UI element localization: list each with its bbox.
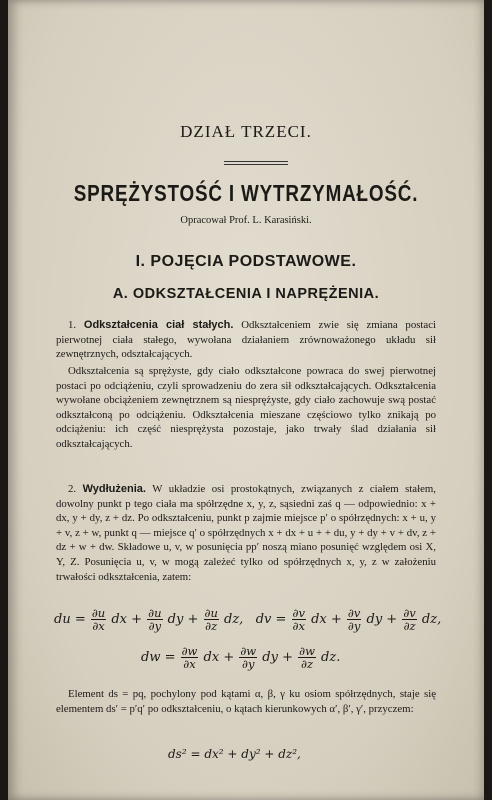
- paragraph-text: W układzie osi prostokątnych, związanych z ciałem stałem, dowolny punkt p tego ciała ma spółrzędne x, y, z, sąsiedni zaś q — odpowiednio: x + dx, y + dy, z + dz. Po odkształceniu, punkt p zajmie miejsce p′ o spółrzędnych: x + u, y + v, z + w, punkt q — miejsce q′ o spółrzędnych x + dx + u + + du, y + dy + v + dv, z + dz + w + dw. Składowe u, v, w posunięcia pp′ noszą miano posunięć względem osi X, Y, Z. Posunięcia u, v, w mogą zależeć tylko od spółrzędnych x, y, z w założeniu trwałości odkształcenia, zatem:: [56, 483, 436, 583]
- paragraph-4: [56, 687, 436, 716]
- paragraph-text: Element ds = pq, pochylony pod kątami α, β, γ ku osiom spółrzędnych, staje się elementem ds′ = p′q′ po odkształceniu, o kątach kierunkowych α′, β′, γ′, przyczem:: [56, 688, 436, 715]
- equation-dw: dw = $\frac{\partial w}{\partial x}$ dx + $\frac{\partial w}{\partial y}$ dy + $\frac{\partial w}{\partial z}$ dz.: [141, 644, 341, 671]
- paragraph-heading: Odkształcenia ciał stałych.: [83, 319, 234, 331]
- paragraph-2: [56, 364, 436, 452]
- paragraph-1: [56, 318, 436, 362]
- paragraph-number: 1.: [68, 319, 77, 331]
- divider: [224, 161, 288, 162]
- part-title: DZIAŁ TRZECI.: [180, 122, 312, 141]
- equation-du-dv: du = $\frac{\partial u}{\partial x}$ dx + $\frac{\partial u}{\partial y}$ dy + $\frac{\partial u}{\partial z}$ dz, dv = $\frac{\partial v}{\partial x}$ dx + $\frac{\partial v}{\partial y}$ dy + $\frac{\partial v}{\partial z}$ dz,: [54, 606, 442, 633]
- paragraph-text: Odkształcenia są sprężyste, gdy ciało odkształcone powraca do swej pierwotnej postaci po odciążeniu, czyli sprowadzeniu do zera sił odkształcających. Odkształcenia wywołane obciążeniem zewnętrznem są niesprężyste, gdy ciało zachowuje swą postać odkształconą po odciążeniu. Odkształcenia mieszane częściowo tylko znikają po odciążeniu: ich część niesprężysta pozostaje, jako trwały ślad działania sił odkształcających.: [56, 365, 436, 450]
- subsection-title: A. ODKSZTAŁCENIA I NAPRĘŻENIA.: [112, 286, 380, 302]
- paragraph-number: 2.: [68, 483, 77, 495]
- paragraph-text: Odkształceniem zwie się zmiana postaci pierwotnej ciała stałego, wywołana działaniem zrównoważonego układu sił zewnętrznych, odształcających.: [56, 319, 437, 361]
- chapter-title: SPRĘŻYSTOŚĆ I WYTRZYMAŁOŚĆ.: [73, 180, 419, 206]
- author-byline: Opracował Prof. L. Karasiński.: [180, 215, 312, 226]
- section-title: I. POJĘCIA PODSTAWOWE.: [135, 253, 357, 270]
- paragraph-3: [56, 482, 436, 584]
- paragraph-heading: Wydłużenia.: [82, 483, 146, 495]
- divider: [224, 164, 288, 165]
- book-page: [8, 0, 484, 800]
- equation-ds: ds² = dx² + dy² + dz²,: [168, 747, 301, 761]
